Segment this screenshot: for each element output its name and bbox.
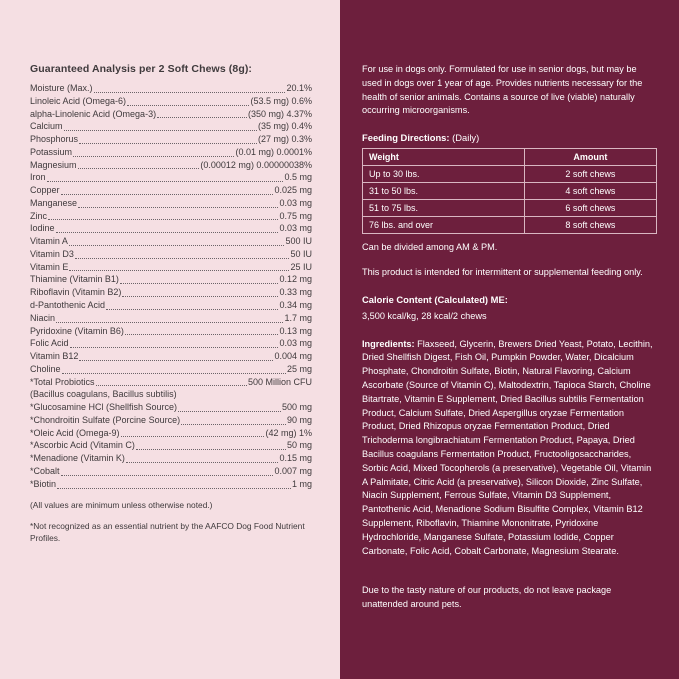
feeding-directions-heading xyxy=(362,132,657,143)
minimum-values-note: (All values are minimum unless otherwise noted.) xyxy=(30,499,213,510)
dot-leader xyxy=(64,129,257,131)
column-header-amount: Amount xyxy=(524,149,656,166)
analysis-value: 0.75 mg xyxy=(279,210,312,221)
analysis-row xyxy=(30,376,312,389)
analysis-value: 0.025 mg xyxy=(274,185,312,196)
calorie-content-heading: Calorie Content (Calculated) ME: xyxy=(362,293,508,305)
table-header-row xyxy=(363,149,657,166)
analysis-name: *Biotin xyxy=(30,478,57,489)
analysis-row xyxy=(30,133,312,146)
dot-leader xyxy=(120,282,279,284)
storage-warning-note: Due to the tasty nature of our products, do not leave package unattended around pets. xyxy=(362,585,612,610)
analysis-value: 0.007 mg xyxy=(274,465,312,476)
analysis-name: Copper xyxy=(30,185,60,196)
analysis-row xyxy=(30,248,312,261)
dot-leader xyxy=(181,423,286,425)
analysis-value: 0.33 mg xyxy=(279,287,312,298)
analysis-value: 0.13 mg xyxy=(279,325,312,336)
table-row xyxy=(363,217,657,234)
analysis-name: Vitamin A xyxy=(30,236,68,247)
analysis-name: Vitamin B12 xyxy=(30,351,79,362)
analysis-value: (350 mg) 4.37% xyxy=(247,108,312,119)
table-row xyxy=(363,200,657,217)
analysis-name: Moisture (Max.) xyxy=(30,83,93,93)
dot-leader xyxy=(79,359,273,361)
analysis-row xyxy=(30,401,312,414)
analysis-value: (42 mg) 1% xyxy=(265,427,312,438)
intermittent-feeding-note: This product is intended for intermittent or supplemental feeding only. xyxy=(362,266,643,277)
analysis-name: Niacin xyxy=(30,312,56,323)
analysis-row xyxy=(30,312,312,325)
analysis-row xyxy=(30,108,312,121)
dot-leader xyxy=(78,167,200,169)
dot-leader xyxy=(127,104,249,106)
analysis-row xyxy=(30,197,312,210)
analysis-name: *Chondroitin Sulfate (Porcine Source) xyxy=(30,414,181,425)
analysis-row xyxy=(30,222,312,235)
analysis-value: 0.5 mg xyxy=(284,172,312,183)
analysis-row xyxy=(30,82,312,95)
analysis-row xyxy=(30,171,312,184)
analysis-row xyxy=(30,273,312,286)
dot-leader xyxy=(78,206,278,208)
analysis-name: Choline xyxy=(30,363,61,374)
cell-amount: 8 soft chews xyxy=(524,217,656,234)
analysis-value: 50 IU xyxy=(290,248,312,259)
dot-leader xyxy=(62,372,286,374)
analysis-name: Folic Acid xyxy=(30,338,69,349)
analysis-value: 0.03 mg xyxy=(279,223,312,234)
guaranteed-analysis-list xyxy=(30,82,312,491)
analysis-name: *Oleic Acid (Omega-9) xyxy=(30,427,120,438)
calorie-content-value: 3,500 kcal/kg, 28 kcal/2 chews xyxy=(362,310,487,321)
analysis-name: *Cobalt xyxy=(30,465,60,476)
analysis-value: 1.7 mg xyxy=(284,312,312,323)
analysis-value: 0.34 mg xyxy=(279,300,312,311)
analysis-row xyxy=(30,439,312,452)
analysis-value: 0.12 mg xyxy=(279,274,312,285)
analysis-name: Iodine xyxy=(30,223,55,234)
analysis-name: *Menadione (Vitamin K) xyxy=(30,453,125,464)
analysis-name: Vitamin D3 xyxy=(30,248,74,259)
dot-leader xyxy=(178,410,281,412)
analysis-value: (53.5 mg) 0.6% xyxy=(250,95,312,106)
analysis-row xyxy=(30,120,312,133)
analysis-row xyxy=(30,159,312,172)
analysis-row xyxy=(30,261,312,274)
analysis-value: 500 Million CFU xyxy=(247,376,312,387)
analysis-name: Riboflavin (Vitamin B2) xyxy=(30,287,122,298)
analysis-name: d-Pantothenic Acid xyxy=(30,300,106,311)
feeding-directions-table xyxy=(362,148,657,234)
ingredients-label: Ingredients: xyxy=(362,338,415,349)
analysis-value: 0.03 mg xyxy=(279,197,312,208)
analysis-row xyxy=(30,465,312,478)
analysis-value: (27 mg) 0.3% xyxy=(257,134,312,145)
analysis-name: Iron xyxy=(30,172,46,183)
dot-leader xyxy=(69,269,289,271)
cell-amount: 6 soft chews xyxy=(524,200,656,217)
ingredients-block xyxy=(362,338,657,559)
dot-leader xyxy=(47,180,284,182)
analysis-name: Vitamin E xyxy=(30,261,69,272)
analysis-row xyxy=(30,184,312,197)
cell-amount: 2 soft chews xyxy=(524,166,656,183)
analysis-row xyxy=(30,95,312,108)
dot-leader xyxy=(106,308,278,310)
probiotic-strains-note: (Bacillus coagulans, Bacillus subtilis) xyxy=(30,389,177,400)
dot-leader xyxy=(79,142,257,144)
dot-leader xyxy=(121,435,265,437)
analysis-value: 0.004 mg xyxy=(274,351,312,362)
analysis-row xyxy=(30,286,312,299)
dot-leader xyxy=(157,116,247,118)
analysis-value: (35 mg) 0.4% xyxy=(257,121,312,132)
analysis-value: 500 IU xyxy=(285,236,312,247)
analysis-value: 1 mg xyxy=(291,478,312,489)
aafco-footnote: *Not recognized as an essential nutrient by the AAFCO Dog Food Nutrient Profiles. xyxy=(30,520,305,543)
analysis-name: Phosphorus xyxy=(30,134,79,145)
dot-leader xyxy=(69,244,285,246)
analysis-name: alpha-Linolenic Acid (Omega-3) xyxy=(30,108,157,119)
analysis-value: 25 mg xyxy=(286,363,312,374)
cell-weight: 51 to 75 lbs. xyxy=(363,200,525,217)
analysis-value: 90 mg xyxy=(286,414,312,425)
analysis-value: 50 mg xyxy=(286,440,312,451)
dot-leader xyxy=(96,384,247,386)
dot-leader xyxy=(48,218,278,220)
dot-leader xyxy=(125,333,279,335)
analysis-value: 25 IU xyxy=(290,261,312,272)
dot-leader xyxy=(73,155,234,157)
analysis-name: Zinc xyxy=(30,210,48,221)
dot-leader xyxy=(56,321,283,323)
use-intro-text: For use in dogs only. Formulated for use in senior dogs, but may be used in dogs over 1 year of age. Provides nutrients necessary for the health of senior animals. Contains a source of live (viable) naturally occurring microorganisms. xyxy=(362,64,643,116)
analysis-value: (0.01 mg) 0.0001% xyxy=(235,146,312,157)
analysis-row xyxy=(30,478,312,491)
column-header-weight: Weight xyxy=(363,149,525,166)
feeding-directions-label: Feeding Directions: xyxy=(362,132,450,144)
analysis-name: *Total Probiotics xyxy=(30,376,95,387)
analysis-name: Thiamine (Vitamin B1) xyxy=(30,274,119,285)
dot-leader xyxy=(126,461,279,463)
analysis-row xyxy=(30,350,312,363)
analysis-value: 500 mg xyxy=(281,402,312,413)
dot-leader xyxy=(122,295,278,297)
analysis-value: 0.03 mg xyxy=(279,338,312,349)
dot-leader xyxy=(61,474,274,476)
guaranteed-analysis-heading: Guaranteed Analysis per 2 Soft Chews (8g): xyxy=(30,63,253,75)
analysis-name: Manganese xyxy=(30,197,78,208)
analysis-row xyxy=(30,427,312,440)
cell-weight: 76 lbs. and over xyxy=(363,217,525,234)
analysis-row xyxy=(30,325,312,338)
analysis-name: Pyridoxine (Vitamin B6) xyxy=(30,325,124,336)
analysis-name: Calcium xyxy=(30,121,63,132)
analysis-row xyxy=(30,414,312,427)
cell-amount: 4 soft chews xyxy=(524,183,656,200)
analysis-value: 0.15 mg xyxy=(279,453,312,464)
dot-leader xyxy=(57,487,291,489)
dot-leader xyxy=(136,448,286,450)
cell-weight: Up to 30 lbs. xyxy=(363,166,525,183)
analysis-name: Potassium xyxy=(30,146,73,157)
analysis-row xyxy=(30,210,312,223)
analysis-row xyxy=(30,146,312,159)
dot-leader xyxy=(70,346,279,348)
analysis-row xyxy=(30,363,312,376)
dot-leader xyxy=(56,231,279,233)
analysis-name: *Ascorbic Acid (Vitamin C) xyxy=(30,440,135,451)
analysis-row xyxy=(30,452,312,465)
feeding-directions-frequency: (Daily) xyxy=(452,132,480,144)
table-row xyxy=(363,183,657,200)
analysis-value: (0.00012 mg) 0.00000038% xyxy=(200,159,312,170)
ingredients-list: Flaxseed, Glycerin, Brewers Dried Yeast, Potato, Lecithin, Dried Shellfish Digest, Fish Oil, Pumpkin Powder, Water, Dicalcium Phosphate, Chondroitin Sulfate, Biotin, Natural Flavoring, Calcium Ascorbate (Source of Vitamin C), Maltodextrin, Tapioca Starch, Choline Bitartrate, Vitamin E Supplement, Dried Bacillus subtilis Fermentation Product, Calcium Sulfate, Dried Aspergillus oryzae Fermentation Product, Dried Rhizopus oryzae Fermentation Product, Dried Trichoderma longibrachiatum Fermentation Product, Papaya, Dried Bacillus coagulans Fermentation Product, Fructooligosaccharides, Sorbic Acid, Mixed Tocopherols (a preservative), Vegetable Oil, Vitamin A Palmitate, Citric Acid (a preservative), Silicon Dioxide, Zinc Sulfate, Niacin Supplement, Ferrous Sulfate, Vitamin D3 Supplement, Pantothenic Acid, Menadione Sodium Bisulfite Complex, Vitamin B12 Supplement, Riboflavin, Thiamine Mononitrate, Pyridoxine Hydrochloride, Manganese Sulfate, Potassium Iodide, Copper Carbonate, Folic Acid, Cobalt Carbonate, Magnesium Stearate. xyxy=(362,338,653,556)
analysis-row xyxy=(30,235,312,248)
cell-weight: 31 to 50 lbs. xyxy=(363,183,525,200)
directions-panel xyxy=(340,0,679,679)
dot-leader xyxy=(94,91,286,93)
dot-leader xyxy=(75,257,290,259)
analysis-row xyxy=(30,299,312,312)
analysis-value: 20.1% xyxy=(286,83,312,93)
dot-leader xyxy=(61,193,274,195)
table-row xyxy=(363,166,657,183)
analysis-row xyxy=(30,337,312,350)
analysis-name: Linoleic Acid (Omega-6) xyxy=(30,95,127,106)
analysis-name: Magnesium xyxy=(30,159,77,170)
analysis-name: *Glucosamine HCl (Shellfish Source) xyxy=(30,402,178,413)
divided-dose-note: Can be divided among AM & PM. xyxy=(362,242,498,253)
